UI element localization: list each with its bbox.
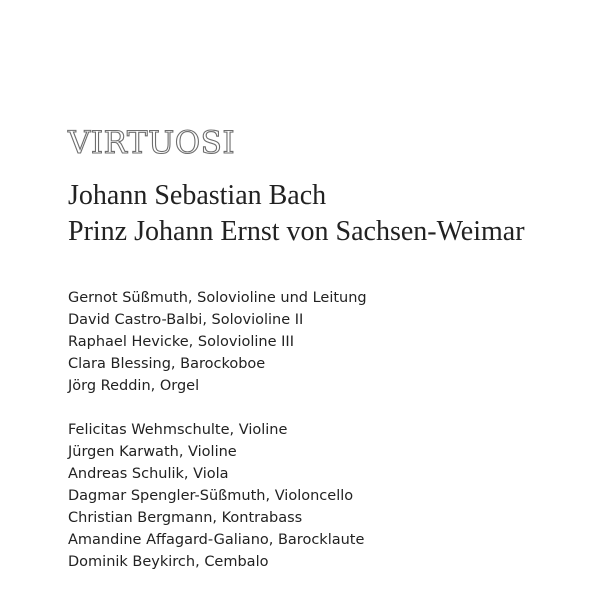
performer-credit: Christian Bergmann, Kontrabass bbox=[68, 510, 303, 526]
performer-credit: Gernot Süßmuth, Solovioline und Leitung bbox=[68, 290, 367, 306]
performer-credit: Clara Blessing, Barockoboe bbox=[68, 356, 266, 372]
performer-credit: Dagmar Spengler-Süßmuth, Violoncello bbox=[68, 488, 354, 504]
performer-credit: Raphael Hevicke, Solovioline III bbox=[68, 334, 294, 350]
soloist-list bbox=[68, 287, 367, 397]
composer-name: Prinz Johann Ernst von Sachsen-Weimar bbox=[68, 216, 525, 247]
performer-credit: Felicitas Wehmschulte, Violine bbox=[68, 422, 288, 438]
performer-credit: Dominik Beykirch, Cembalo bbox=[68, 554, 269, 570]
performer-credit: Amandine Affagard-Galiano, Barocklaute bbox=[68, 532, 365, 548]
composer-name: Johann Sebastian Bach bbox=[68, 180, 327, 211]
performer-credit: Jörg Reddin, Orgel bbox=[68, 378, 200, 394]
series-title: VIRTUOSI bbox=[68, 125, 236, 161]
performer-credit: David Castro-Balbi, Solovioline II bbox=[68, 312, 304, 328]
composer-list bbox=[68, 178, 525, 250]
performer-credit: Jürgen Karwath, Violine bbox=[68, 444, 237, 460]
performer-credit: Andreas Schulik, Viola bbox=[68, 466, 229, 482]
ensemble-list bbox=[68, 419, 364, 573]
